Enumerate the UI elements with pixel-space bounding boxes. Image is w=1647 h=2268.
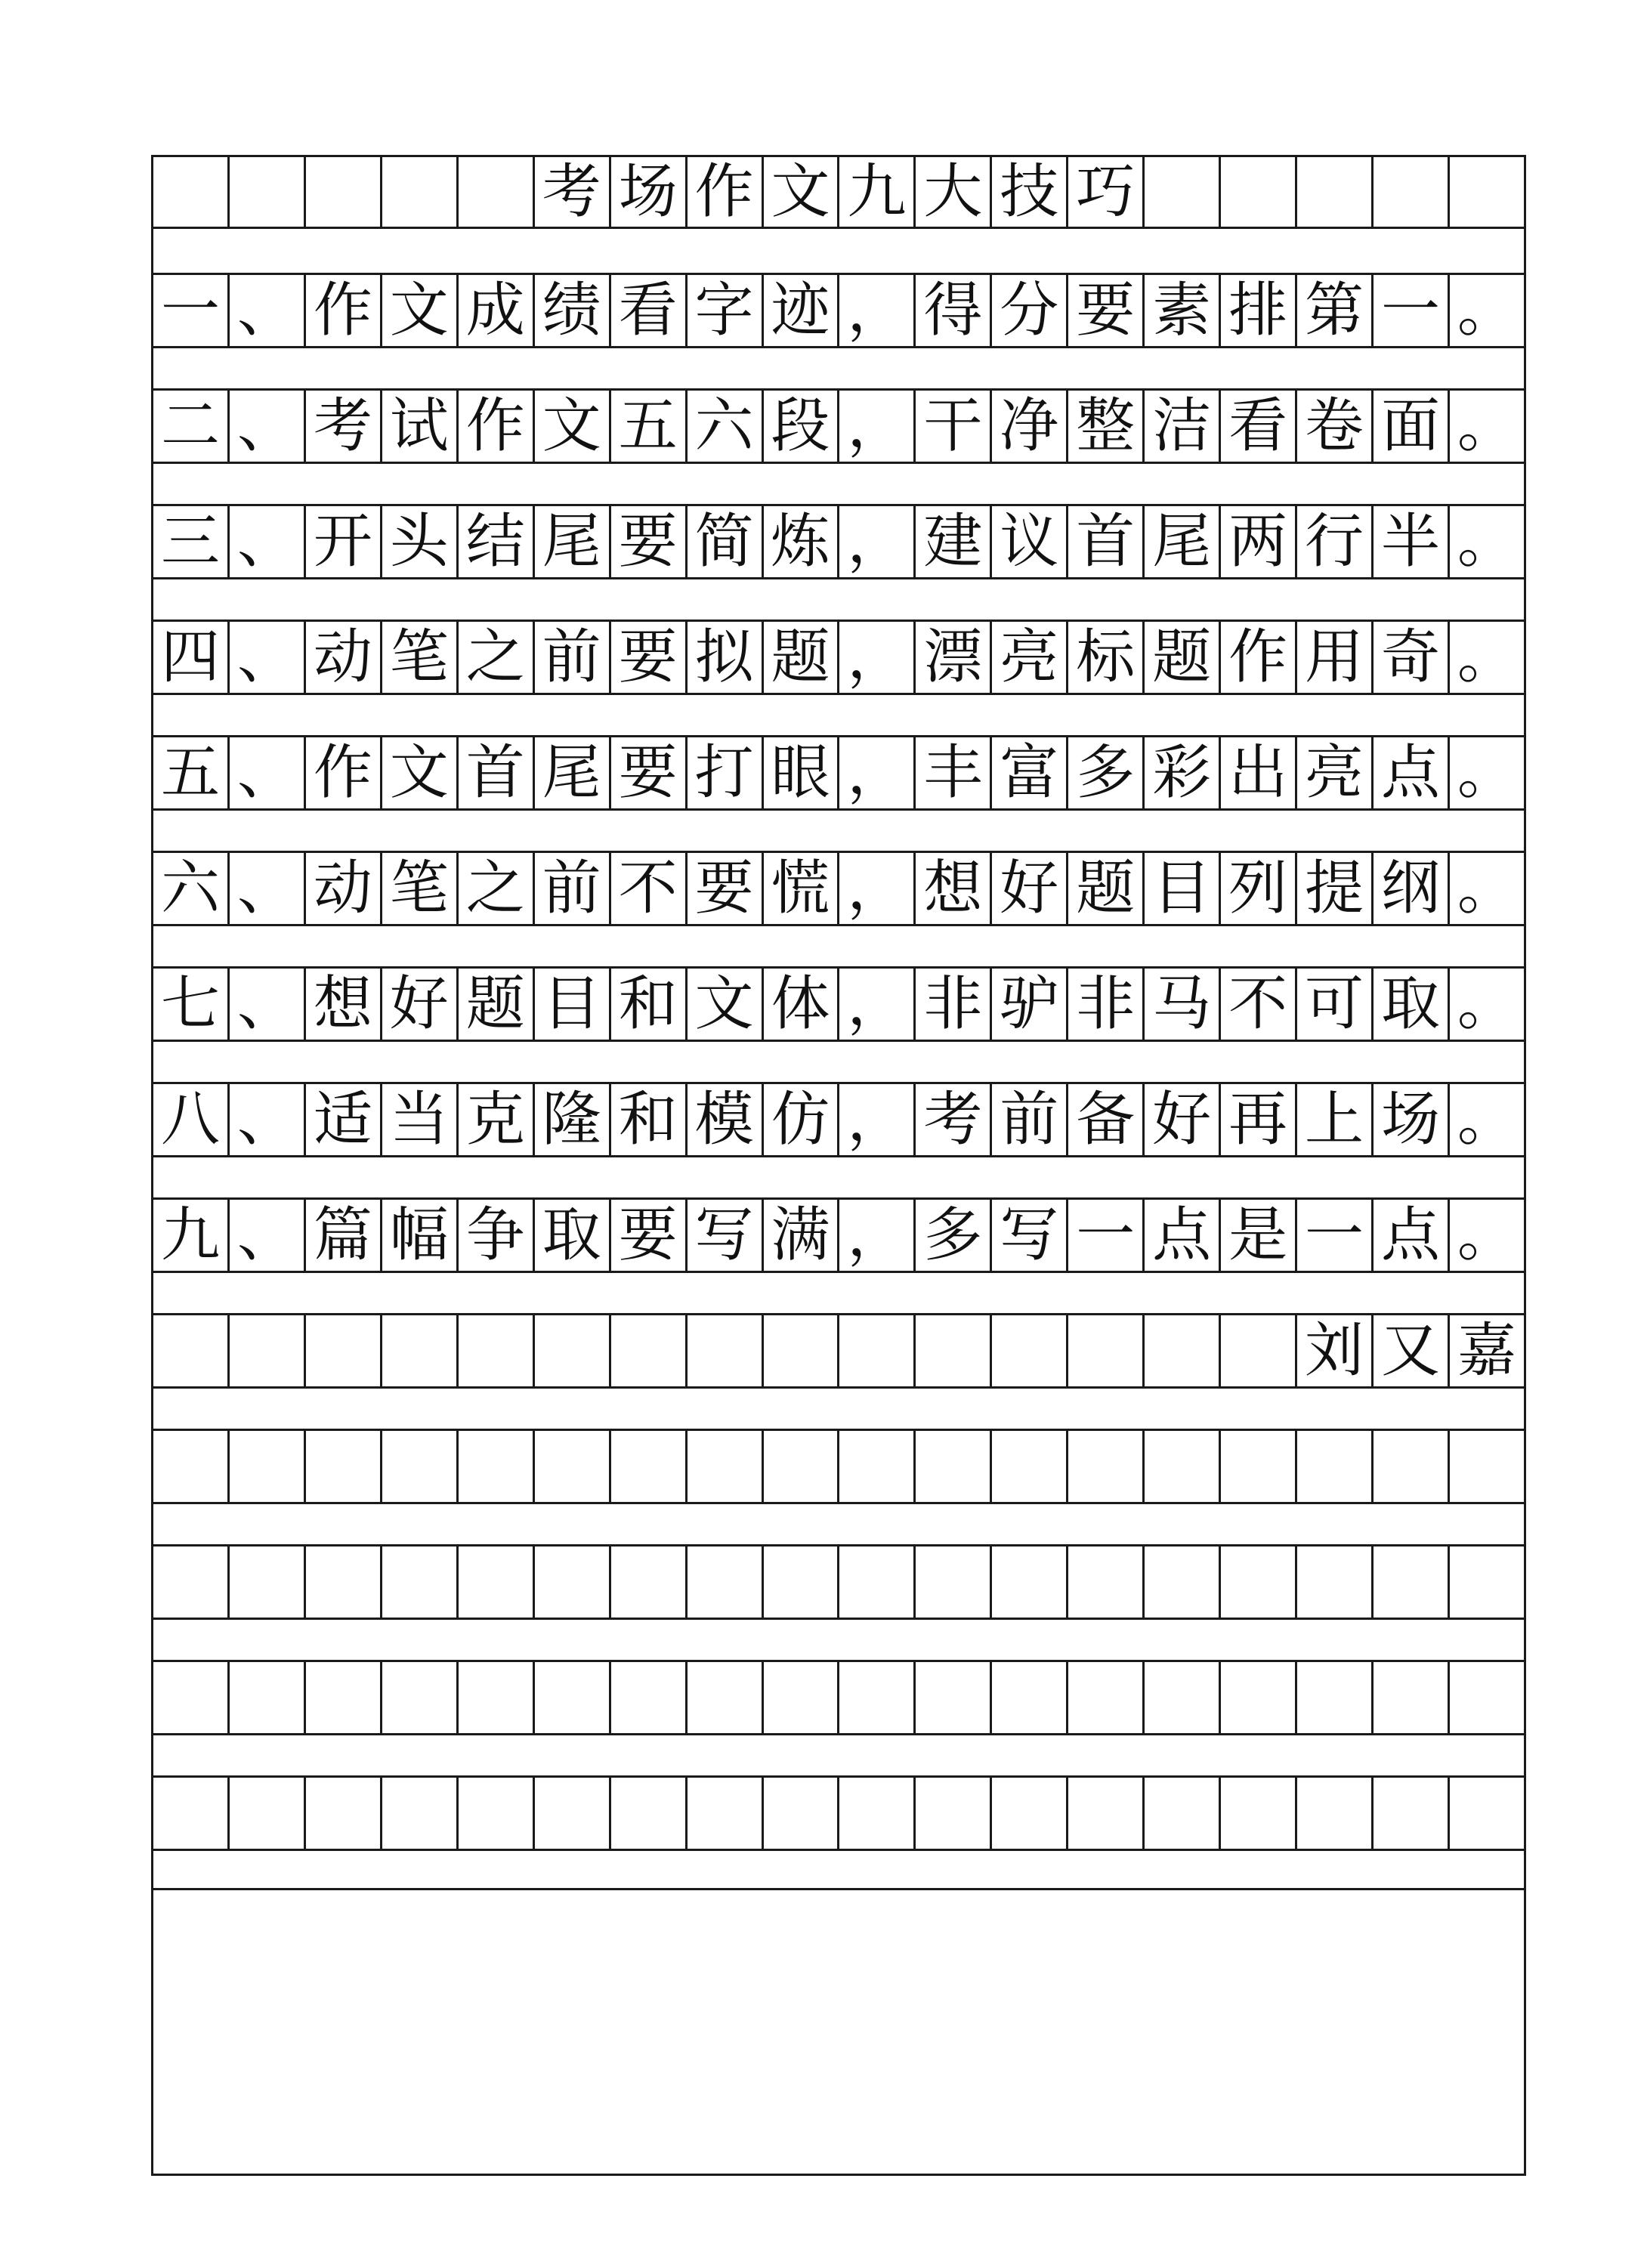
grid-cell (459, 1547, 535, 1618)
grid-cell (611, 1315, 688, 1386)
grid-cell (992, 1778, 1068, 1849)
grid-cell (153, 1778, 230, 1849)
grid-cell (1068, 1778, 1145, 1849)
grid-cell (764, 1547, 840, 1618)
grid-cell (1068, 1662, 1145, 1733)
text-char: 眼 (764, 737, 840, 808)
text-char: 要 (611, 1200, 688, 1271)
blank-area (153, 1888, 1524, 2174)
text-char: 一 (1068, 1200, 1145, 1271)
grid-cell (1297, 1662, 1374, 1733)
grid-cell (382, 1315, 459, 1386)
text-char: 文 (688, 969, 764, 1040)
grid-cell (1068, 1431, 1145, 1502)
text-char: 建 (916, 506, 992, 577)
text-char: 净 (992, 391, 1068, 462)
grid-cell (306, 1315, 382, 1386)
grid-cell (688, 1662, 764, 1733)
text-char: 文 (535, 391, 611, 462)
text-char: 漂 (916, 622, 992, 693)
text-char: 非 (916, 969, 992, 1040)
text-char: 要 (611, 506, 688, 577)
text-char: 简 (688, 506, 764, 577)
text-char: ， (839, 391, 916, 462)
empty-row (153, 1660, 1524, 1735)
text-char: 慌 (764, 853, 840, 924)
text-char: ， (839, 622, 916, 693)
text-char: 排 (1221, 275, 1297, 346)
enumeration-mark: 、 (230, 1084, 306, 1155)
grid-cell (459, 1431, 535, 1502)
text-char: 是 (1221, 1200, 1297, 1271)
grid-cell (535, 1547, 611, 1618)
item-number: 五 (153, 737, 230, 808)
grid-cell (459, 1315, 535, 1386)
text-char: 。 (1457, 623, 1516, 691)
title-char: 大 (916, 157, 992, 227)
text-row (153, 504, 1524, 579)
grid-cell (992, 1662, 1068, 1733)
text-char: 不 (611, 853, 688, 924)
grid-cell (916, 1778, 992, 1849)
text-char: 题 (459, 969, 535, 1040)
grid-cell (1221, 1778, 1297, 1849)
text-char: 卷 (1297, 391, 1374, 462)
text-char: 。 (1457, 854, 1516, 922)
text-char: 好 (992, 853, 1068, 924)
grid-cell (1145, 1778, 1221, 1849)
grid-cell (535, 1431, 611, 1502)
grid-cell (992, 1547, 1068, 1618)
text-char: ， (839, 1200, 916, 1271)
grid-cell (839, 1315, 916, 1386)
text-char: 试 (382, 391, 459, 462)
text-char: 非 (1068, 969, 1145, 1040)
text-char: 幅 (382, 1200, 459, 1271)
empty-row (153, 1775, 1524, 1851)
grid-cell (153, 157, 230, 227)
grid-cell (230, 1315, 306, 1386)
empty-row (153, 1429, 1524, 1504)
enumeration-mark: 、 (230, 853, 306, 924)
text-char: 点 (1145, 1200, 1221, 1271)
grid-cell (153, 1315, 230, 1386)
grid-cell (764, 1662, 840, 1733)
text-char: 和 (611, 1084, 688, 1155)
empty-row (153, 1544, 1524, 1620)
text-char: 。 (1457, 739, 1516, 807)
item-number: 六 (153, 853, 230, 924)
enumeration-mark: 、 (230, 506, 306, 577)
text-char: 可 (1297, 969, 1374, 1040)
text-char: 提 (1297, 853, 1374, 924)
author-char: 又 (1374, 1315, 1450, 1386)
text-char: ， (839, 1084, 916, 1155)
text-char: 行 (1297, 506, 1374, 577)
text-char: 想 (306, 969, 382, 1040)
grid-cell (1068, 1547, 1145, 1618)
text-char: 。 (1457, 1201, 1516, 1269)
text-char: 题 (764, 622, 840, 693)
grid-cell (839, 1431, 916, 1502)
item-number: 七 (153, 969, 230, 1040)
text-char: 奇 (1374, 622, 1450, 693)
grid-cell (764, 1315, 840, 1386)
text-char: 多 (916, 1200, 992, 1271)
grid-cell (1221, 1662, 1297, 1733)
text-char: 迹 (764, 275, 840, 346)
text-char: 点 (1374, 1200, 1450, 1271)
grid-cell (459, 157, 535, 227)
grid-cell (1221, 1431, 1297, 1502)
text-char: ， (839, 737, 916, 808)
grid-cell (688, 1547, 764, 1618)
text-char: 好 (382, 969, 459, 1040)
text-char: 看 (611, 275, 688, 346)
text-char: 考 (306, 391, 382, 462)
grid-cell (992, 1315, 1068, 1386)
author-row (153, 1313, 1524, 1389)
text-char: 动 (306, 853, 382, 924)
enumeration-mark: 、 (230, 969, 306, 1040)
grid-cell (382, 157, 459, 227)
grid-cell (1450, 157, 1524, 227)
text-char: 马 (1145, 969, 1221, 1040)
text-row (153, 735, 1524, 811)
grid-cell (1297, 157, 1374, 227)
grid-paper (151, 155, 1526, 2176)
grid-cell (1374, 1431, 1450, 1502)
text-char: 标 (1068, 622, 1145, 693)
grid-cell (916, 1315, 992, 1386)
grid-cell (230, 1662, 306, 1733)
text-char: 作 (306, 275, 382, 346)
grid-cell (992, 1431, 1068, 1502)
text-char: 打 (688, 737, 764, 808)
text-char: 上 (1297, 1084, 1374, 1155)
grid-cell (1145, 1315, 1221, 1386)
text-char: 素 (1145, 275, 1221, 346)
title-char: 作 (688, 157, 764, 227)
text-char: 五 (611, 391, 688, 462)
text-char: 适 (306, 1084, 382, 1155)
text-char: 干 (916, 391, 992, 462)
author-char: 刘 (1297, 1315, 1374, 1386)
grid-cell (382, 1778, 459, 1849)
grid-cell (306, 1662, 382, 1733)
grid-cell (382, 1662, 459, 1733)
text-char: 前 (992, 1084, 1068, 1155)
text-char: 之 (459, 622, 535, 693)
grid-cell (688, 1431, 764, 1502)
author-char: 嘉 (1457, 1317, 1516, 1385)
grid-cell (1221, 157, 1297, 227)
text-char: 考 (916, 1084, 992, 1155)
grid-cell (1374, 1778, 1450, 1849)
text-char: 隆 (535, 1084, 611, 1155)
text-char: 出 (1221, 737, 1297, 808)
grid-cell (306, 1778, 382, 1849)
text-char: 仿 (764, 1084, 840, 1155)
grid-cell (1450, 1778, 1524, 1849)
text-char: 笔 (382, 622, 459, 693)
text-char: 纲 (1374, 853, 1450, 924)
text-row (153, 966, 1524, 1042)
text-char: 亮 (1297, 737, 1374, 808)
text-char: 。 (1457, 1086, 1516, 1154)
text-char: 当 (382, 1084, 459, 1155)
title-row (153, 157, 1524, 229)
text-row (153, 1197, 1524, 1273)
text-char: 开 (306, 506, 382, 577)
item-number: 三 (153, 506, 230, 577)
text-char: 一 (1297, 1200, 1374, 1271)
text-char: 整 (1068, 391, 1145, 462)
text-char: 两 (1221, 506, 1297, 577)
text-row (153, 851, 1524, 926)
text-char: 克 (459, 1084, 535, 1155)
text-row (153, 620, 1524, 695)
text-char: 首 (1068, 506, 1145, 577)
grid-cell (382, 1431, 459, 1502)
text-char: 绩 (535, 275, 611, 346)
grid-cell (535, 1778, 611, 1849)
grid-cell (839, 1662, 916, 1733)
text-char: 写 (992, 1200, 1068, 1271)
text-char: 之 (459, 853, 535, 924)
grid-cell (153, 1662, 230, 1733)
grid-cell (688, 1778, 764, 1849)
text-char: ， (839, 275, 916, 346)
grid-cell (1145, 1547, 1221, 1618)
text-char: 炼 (764, 506, 840, 577)
text-char: 和 (611, 969, 688, 1040)
text-char: 笔 (382, 853, 459, 924)
enumeration-mark: 、 (230, 622, 306, 693)
text-char: 彩 (1145, 737, 1221, 808)
item-number: 九 (153, 1200, 230, 1271)
text-char: 拟 (688, 622, 764, 693)
text-char: 点 (1374, 737, 1450, 808)
text-row (153, 273, 1524, 348)
grid-cell (839, 1778, 916, 1849)
grid-cell (230, 1431, 306, 1502)
text-char: 亮 (992, 622, 1068, 693)
text-char: 得 (916, 275, 992, 346)
text-char: 六 (688, 391, 764, 462)
grid-cell (1297, 1431, 1374, 1502)
grid-cell (306, 1547, 382, 1618)
grid-cell (1450, 1547, 1524, 1618)
grid-cell (1450, 1662, 1524, 1733)
enumeration-mark: 、 (230, 275, 306, 346)
text-char: 列 (1221, 853, 1297, 924)
grid-cell (916, 1662, 992, 1733)
text-char: 作 (1221, 622, 1297, 693)
text-char: 第 (1297, 275, 1374, 346)
text-char: 看 (1221, 391, 1297, 462)
grid-cell (1221, 1315, 1297, 1386)
text-char: 分 (992, 275, 1068, 346)
text-char: 文 (382, 737, 459, 808)
text-char: 用 (1297, 622, 1374, 693)
grid-cell (459, 1778, 535, 1849)
text-char: 字 (688, 275, 764, 346)
text-char: 半 (1374, 506, 1450, 577)
grid-cell (1297, 1778, 1374, 1849)
title-char: 技 (992, 157, 1068, 227)
text-char: 题 (1068, 853, 1145, 924)
grid-cell (1068, 1315, 1145, 1386)
grid-cell (1145, 1662, 1221, 1733)
title-char: 场 (611, 157, 688, 227)
text-char: 段 (764, 391, 840, 462)
enumeration-mark: 、 (230, 1200, 306, 1271)
grid-cell (153, 1431, 230, 1502)
text-char: 体 (764, 969, 840, 1040)
text-row (153, 1082, 1524, 1157)
grid-cell (611, 1547, 688, 1618)
text-char: 。 (1457, 277, 1516, 345)
grid-cell (230, 1547, 306, 1618)
text-char: 洁 (1145, 391, 1221, 462)
grid-cell (535, 1315, 611, 1386)
text-row (153, 388, 1524, 464)
grid-cell (916, 1431, 992, 1502)
text-char: 场 (1374, 1084, 1450, 1155)
text-char: 多 (1068, 737, 1145, 808)
grid-cell (306, 1431, 382, 1502)
item-number: 四 (153, 622, 230, 693)
text-char: 取 (535, 1200, 611, 1271)
text-char: 前 (535, 622, 611, 693)
text-char: 要 (1068, 275, 1145, 346)
title-char: 巧 (1068, 157, 1145, 227)
text-char: 取 (1374, 969, 1450, 1040)
grid-cell (459, 1662, 535, 1733)
text-char: 目 (1145, 853, 1221, 924)
text-char: 文 (382, 275, 459, 346)
text-char: 结 (459, 506, 535, 577)
grid-cell (611, 1778, 688, 1849)
text-char: 想 (916, 853, 992, 924)
text-char: 首 (459, 737, 535, 808)
text-char: 富 (992, 737, 1068, 808)
grid-cell (230, 1778, 306, 1849)
text-char: 写 (688, 1200, 764, 1271)
text-char: 尾 (535, 506, 611, 577)
text-char: 要 (611, 622, 688, 693)
text-char: 尾 (1145, 506, 1221, 577)
text-char: 要 (611, 737, 688, 808)
title-char: 九 (839, 157, 916, 227)
grid-cell (1145, 157, 1221, 227)
text-char: 议 (992, 506, 1068, 577)
text-char: 一 (1374, 275, 1450, 346)
grid-cell (1145, 1431, 1221, 1502)
text-char: 驴 (992, 969, 1068, 1040)
grid-cell (611, 1662, 688, 1733)
text-char: 要 (688, 853, 764, 924)
item-number: 一 (153, 275, 230, 346)
grid-cell (153, 1547, 230, 1618)
grid-cell (306, 157, 382, 227)
text-char: 好 (1145, 1084, 1221, 1155)
title-char: 文 (764, 157, 840, 227)
grid-cell (839, 1547, 916, 1618)
grid-cell (1374, 1662, 1450, 1733)
grid-cell (611, 1431, 688, 1502)
text-char: ， (839, 969, 916, 1040)
grid-cell (382, 1547, 459, 1618)
text-char: 满 (764, 1200, 840, 1271)
text-char: ， (839, 853, 916, 924)
text-char: 不 (1221, 969, 1297, 1040)
text-char: 题 (1145, 622, 1221, 693)
text-char: 尾 (535, 737, 611, 808)
text-char: 作 (306, 737, 382, 808)
grid-cell (764, 1431, 840, 1502)
grid-cell (1297, 1547, 1374, 1618)
enumeration-mark: 、 (230, 391, 306, 462)
text-char: 再 (1221, 1084, 1297, 1155)
title-char: 考 (535, 157, 611, 227)
text-char: 争 (459, 1200, 535, 1271)
text-char: 篇 (306, 1200, 382, 1271)
text-char: 模 (688, 1084, 764, 1155)
text-char: 前 (535, 853, 611, 924)
item-number: 八 (153, 1084, 230, 1155)
grid-cell (916, 1547, 992, 1618)
grid-cell (764, 1778, 840, 1849)
text-char: 。 (1457, 970, 1516, 1038)
text-char: 备 (1068, 1084, 1145, 1155)
grid-cell (535, 1662, 611, 1733)
text-char: 目 (535, 969, 611, 1040)
text-char: 面 (1374, 391, 1450, 462)
text-char: 丰 (916, 737, 992, 808)
text-char: 动 (306, 622, 382, 693)
text-char: 成 (459, 275, 535, 346)
grid-cell (688, 1315, 764, 1386)
item-number: 二 (153, 391, 230, 462)
text-char: 头 (382, 506, 459, 577)
grid-cell (1221, 1547, 1297, 1618)
enumeration-mark: 、 (230, 737, 306, 808)
text-char: 。 (1457, 392, 1516, 460)
text-char: 。 (1457, 508, 1516, 576)
grid-cell (1374, 157, 1450, 227)
grid-cell (1374, 1547, 1450, 1618)
grid-cell (230, 157, 306, 227)
grid-cell (1450, 1431, 1524, 1502)
text-char: 作 (459, 391, 535, 462)
text-char: ， (839, 506, 916, 577)
